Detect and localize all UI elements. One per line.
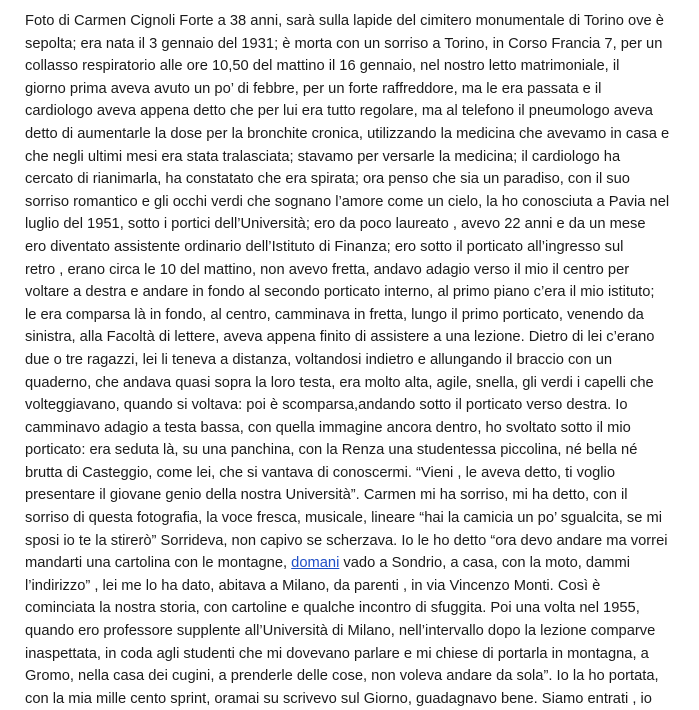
text-segment: mandarti una cartolina con le montagne, xyxy=(25,555,292,572)
text-line: l’indirizzo” , lei me lo ha dato, abitava a Milano, da parenti , in via Vincenzo Monti. Così è xyxy=(25,577,601,594)
domani-link[interactable]: domani xyxy=(291,555,340,572)
text-line: quando ero professore supplente all’Università di Milano, nell’intervallo dopo la lezione comparve xyxy=(25,623,656,640)
text-line: che negli ultimi mesi era stata tralasciata; stavamo per versarle la medicina; il cardiologo ha xyxy=(25,148,621,165)
text-line: con la mia mille cento sprint, oramai su scrivevo sul Giorno, guadagnavo bene. Siamo entrati , io xyxy=(25,690,652,707)
text-segment: vado a Sondrio, a casa, con la moto, dammi xyxy=(339,555,630,572)
text-line: cercato di rianimarla, ha constatato che era spirata; ora penso che sia un paradiso, con il suo xyxy=(25,171,630,188)
text-line: presentare il giovane genio della nostra Università”. Carmen mi ha sorriso, mi ha detto, con il xyxy=(25,487,628,504)
text-line: sposi io te la stirerò” Sorrideva, non capivo se scherzava. Io le ho detto “ora devo andare ma vorrei xyxy=(25,532,668,549)
text-line: detto di aumentarle la dose per la bronchite cronica, utilizzando la medicina che avevamo in casa e xyxy=(25,125,670,142)
text-line: sinistra, alla Facoltà di lettere, aveva appena finito di assistere a una lezione. Dietro di lei c’erano xyxy=(25,329,655,346)
text-line: giorno prima aveva avuto un po’ di febbre, per un forte raffreddore, ma le era passata e il xyxy=(25,80,602,97)
document-body xyxy=(25,10,695,710)
text-line: voltare a destra e andare in fondo al secondo porticato interno, al primo piano c’era il mio istituto; xyxy=(25,284,655,301)
text-line: camminavo adagio a testa bassa, con quella immagine ancora dentro, ho svoltato sotto il mio xyxy=(25,419,631,436)
text-line: inaspettata, in coda agli studenti che mi dovevano parlare e mi chiese di portarla in montagna, a xyxy=(25,645,649,662)
text-line: cominciata la nostra storia, con cartoline e qualche incontro di sfuggita. Poi una volta nel 1955, xyxy=(25,600,640,617)
text-line: porticato: era seduta là, su una panchina, con la Renza una studentessa piccolina, né bella né xyxy=(25,442,638,459)
text-line: ero diventato assistente ordinario dell’Istituto di Finanza; ero sotto il porticato all’ingresso sul xyxy=(25,238,624,255)
text-line: retro , erano circa le 10 del mattino, non avevo fretta, andavo adagio verso il mio il centro per xyxy=(25,261,630,278)
text-line: cardiologo aveva appena detto che per lui era tutto regolare, ma al telefono il pneumologo aveva xyxy=(25,103,653,120)
text-line: volteggiavano, quando si voltava: poi è scomparsa,andando sotto il porticato verso destra. Io xyxy=(25,397,628,414)
text-line: sorriso di questa fotografia, la voce fresca, musicale, lineare “hai la camicia un po’ sgualcita, se mi xyxy=(25,510,663,527)
text-line: le era comparsa là in fondo, al centro, camminava in fretta, lungo il primo porticato, venendo da xyxy=(25,306,644,323)
text-line: Gromo, nella casa dei cugini, a prenderle delle cose, non voleva andare da sola”. Io la ho portata, xyxy=(25,668,659,685)
text-line: luglio del 1951, sotto i portici dell’Università; ero da poco laureato , avevo 22 anni e da un mese xyxy=(25,216,646,233)
text-line: quaderno, che andava quasi sopra la loro testa, era molto alta, agile, snella, gli verdi i capelli che xyxy=(25,374,654,391)
text-line: sorriso romantico e gli occhi verdi che sognano l’amore come un cielo, la ho conosciuta a Pavia nel xyxy=(25,193,670,210)
text-line: brutta di Casteggio, come lei, che si vantava di conoscermi. “Vieni , le aveva detto, ti voglio xyxy=(25,464,615,481)
text-line: due o tre ragazzi, lei li teneva a distanza, voltandosi indietro e allungando il braccio con un xyxy=(25,351,613,368)
text-line-with-link xyxy=(25,552,695,575)
text-line: Foto di Carmen Cignoli Forte a 38 anni, sarà sulla lapide del cimitero monumentale di Torino ove è xyxy=(25,13,664,29)
text-line: sepolta; era nata il 3 gennaio del 1931; è morta con un sorriso a Torino, in Corso Francia 7, per un xyxy=(25,35,663,52)
text-line: collasso respiratorio alle ore 10,50 del mattino il 16 gennaio, nel nostro letto matrimoniale, il xyxy=(25,58,620,75)
